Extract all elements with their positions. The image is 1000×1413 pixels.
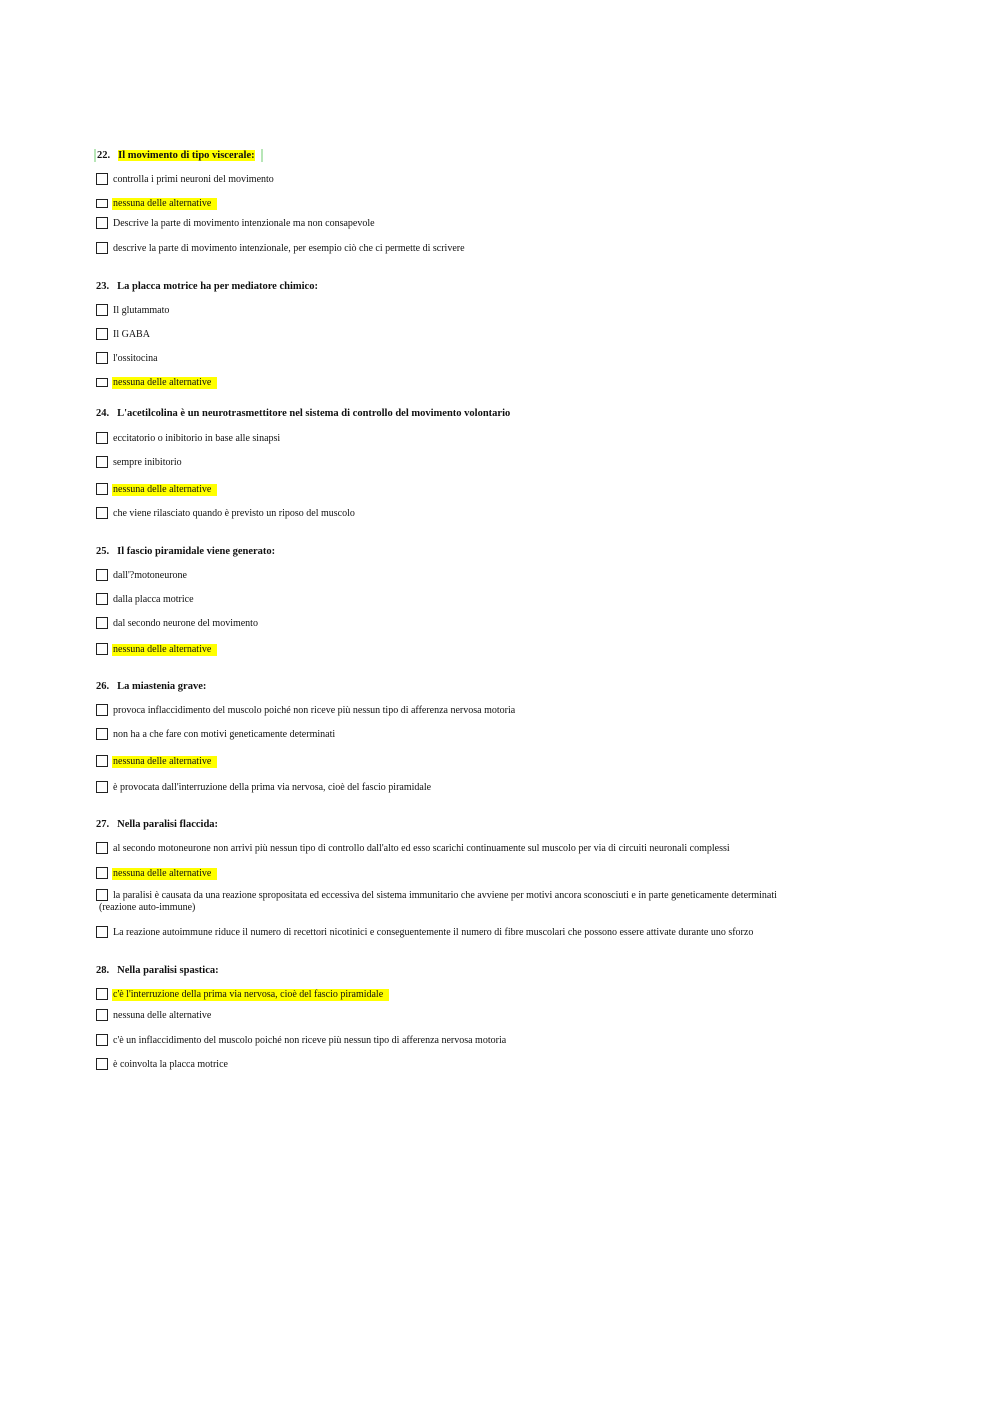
checkbox-icon[interactable] xyxy=(96,988,108,1000)
checkbox-icon[interactable] xyxy=(96,889,108,901)
checkbox-icon[interactable] xyxy=(96,304,108,316)
question-title: 25. Il fascio piramidale viene generato: xyxy=(96,546,276,557)
answer-option[interactable]: Descrive la parte di movimento intenzionale ma non consapevole xyxy=(96,218,876,230)
answer-option[interactable]: nessuna delle alternative xyxy=(96,644,876,656)
checkbox-icon[interactable] xyxy=(96,1034,108,1046)
answer-option[interactable]: è coinvolta la placca motrice xyxy=(96,1059,876,1071)
checkbox-icon[interactable] xyxy=(96,242,108,254)
answer-option[interactable]: sempre inibitorio xyxy=(96,457,876,469)
answer-option[interactable]: dalla placca motrice xyxy=(96,594,876,606)
checkbox-icon[interactable] xyxy=(96,643,108,655)
checkbox-icon[interactable] xyxy=(96,617,108,629)
answer-option[interactable]: la paralisi è causata da una reazione spropositata ed eccessiva del sistema immunitario che avviene per motivi ancora sconosciuti e in parte geneticamente determinati (reazione auto-immune) xyxy=(96,890,876,914)
answer-option[interactable]: che viene rilasciato quando è previsto un riposo del muscolo xyxy=(96,508,876,520)
checkbox-icon[interactable] xyxy=(96,569,108,581)
checkbox-icon[interactable] xyxy=(96,352,108,364)
answer-option[interactable]: al secondo motoneurone non arrivi più nessun tipo di controllo dall'alto ed esso scarichi continuamente sul muscolo per via di circuiti neuronali complessi xyxy=(96,843,876,855)
answer-option[interactable]: nessuna delle alternative xyxy=(96,484,876,496)
checkbox-icon[interactable] xyxy=(96,432,108,444)
answer-option[interactable]: è provocata dall'interruzione della prima via nervosa, cioè del fascio piramidale xyxy=(96,782,876,794)
checkbox-icon[interactable] xyxy=(96,867,108,879)
answer-option[interactable]: nessuna delle alternative xyxy=(96,1010,876,1022)
answer-option[interactable]: c'è un inflaccidimento del muscolo poiché non riceve più nessun tipo di afferenza nervosa motoria xyxy=(96,1035,876,1047)
answer-option[interactable]: nessuna delle alternative xyxy=(96,198,876,210)
answer-option[interactable]: Il glutammato xyxy=(96,305,876,317)
checkbox-icon[interactable] xyxy=(96,507,108,519)
checkbox-icon[interactable] xyxy=(96,328,108,340)
checkbox-icon[interactable] xyxy=(96,781,108,793)
checkbox-icon[interactable] xyxy=(96,755,108,767)
checkbox-icon[interactable] xyxy=(96,593,108,605)
checkbox-icon[interactable] xyxy=(96,728,108,740)
checkbox-icon[interactable] xyxy=(96,704,108,716)
answer-option[interactable]: descrive la parte di movimento intenzionale, per esempio ciò che ci permette di scrivere xyxy=(96,243,876,255)
checkbox-icon[interactable] xyxy=(96,199,108,208)
answer-option[interactable]: c'è l'interruzione della prima via nervosa, cioè del fascio piramidale xyxy=(96,989,876,1001)
checkbox-icon[interactable] xyxy=(96,483,108,495)
answer-option[interactable]: La reazione autoimmune riduce il numero di recettori nicotinici e conseguentemente il numero di fibre muscolari che possono essere attivate durante uno sforzo xyxy=(96,927,876,939)
checkbox-icon[interactable] xyxy=(96,217,108,229)
checkbox-icon[interactable] xyxy=(96,173,108,185)
question-title: 22. Il movimento di tipo viscerale: xyxy=(94,149,263,162)
answer-option[interactable]: dall'?motoneurone xyxy=(96,570,876,582)
answer-option[interactable]: nessuna delle alternative xyxy=(96,756,876,768)
checkbox-icon[interactable] xyxy=(96,1009,108,1021)
checkbox-icon[interactable] xyxy=(96,842,108,854)
checkbox-icon[interactable] xyxy=(96,378,108,387)
answer-option[interactable]: nessuna delle alternative xyxy=(96,868,876,880)
answer-option[interactable]: controlla i primi neuroni del movimento xyxy=(96,174,876,186)
checkbox-icon[interactable] xyxy=(96,456,108,468)
answer-option[interactable]: dal secondo neurone del movimento xyxy=(96,618,876,630)
checkbox-icon[interactable] xyxy=(96,1058,108,1070)
answer-option[interactable]: eccitatorio o inibitorio in base alle sinapsi xyxy=(96,433,876,445)
question-title: 27. Nella paralisi flaccida: xyxy=(96,819,219,830)
checkbox-icon[interactable] xyxy=(96,926,108,938)
answer-option[interactable]: provoca inflaccidimento del muscolo poiché non riceve più nessun tipo di afferenza nervosa motoria xyxy=(96,705,876,717)
answer-option[interactable]: non ha a che fare con motivi geneticamente determinati xyxy=(96,729,876,741)
answer-option[interactable]: nessuna delle alternative xyxy=(96,377,876,389)
answer-option[interactable]: l'ossitocina xyxy=(96,353,876,365)
question-title: 24. L'acetilcolina è un neurotrasmettitore nel sistema di controllo del movimento volontario xyxy=(96,408,511,419)
question-title: 26. La miastenia grave: xyxy=(96,681,207,692)
question-title: 23. La placca motrice ha per mediatore chimico: xyxy=(96,281,318,292)
answer-option[interactable]: Il GABA xyxy=(96,329,876,341)
question-title: 28. Nella paralisi spastica: xyxy=(96,965,219,976)
